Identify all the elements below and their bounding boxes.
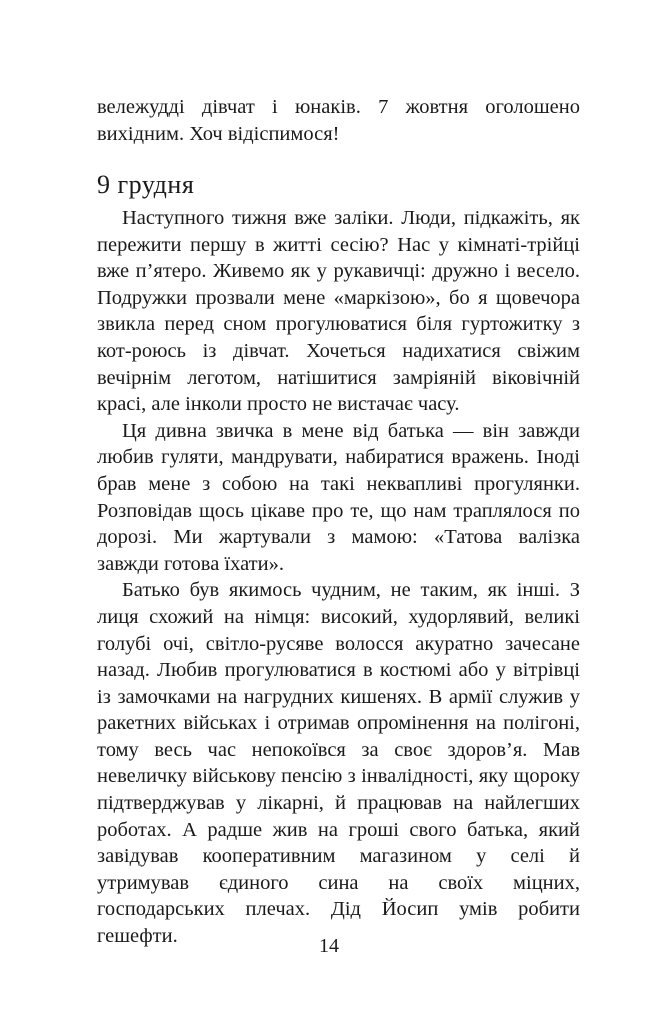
paragraph-2: Ця дивна звичка в мене від батька — він завжди любив гуляти, мандрувати, набиратися вражень. Іноді брав мене з собою на такі неквапливі прогулянки. Розповідав щось цікаве про те, що нам траплялося по дорозі. Ми жартували з мамою: «Татова валізка завжди готова їхати».	[97, 419, 580, 575]
section-heading: 9 грудня	[97, 170, 195, 199]
section-text-block	[97, 205, 580, 950]
page-number: 14	[319, 935, 339, 957]
paragraph-1: Наступного тижня вже заліки. Люди, підкажіть, як пережити першу в житті сесію? Нас у кімнаті-трійці вже п’ятеро. Живемо як у рукавичці: дружно і весело. Подружки прозвали мене «маркізою», бо я щовечора звикла перед сном прогулюватися біля гуртожитку з кот-роюсь із дівчат. Хочеться надихатися свіжим вечірнім леготом, натішитися замріяній віковічній красі, але інколи просто не вистачає часу.	[97, 207, 580, 416]
intro-text-block	[97, 94, 580, 147]
paragraph-3: Батько був якимось чудним, не таким, як інші. З лиця схожий на німця: високий, худорлявий, великі голубі очі, світло-русяве волосся акуратно зачесане назад. Любив прогулюватися в костюмі або у вітрівці із замочками на нагрудних кишенях. В армії служив у ракетних військах і отримав опромінення на полігоні, тому весь час непокоївся за своє здоров’я. Мав невеличку військову пенсію з інвалідності, яку щороку підтверджував у лікарні, й працював на найлегших роботах. А радше жив на гроші свого батька, який завідував кооперативним магазином у селі й утримував єдиного сина на своїх міцних, господарських плечах. Дід Йосип умів робити гешефти.	[97, 579, 580, 948]
intro-paragraph: вележудді дівчат і юнаків. 7 жовтня оголошено вихідним. Хоч відіспимося!	[97, 96, 580, 145]
